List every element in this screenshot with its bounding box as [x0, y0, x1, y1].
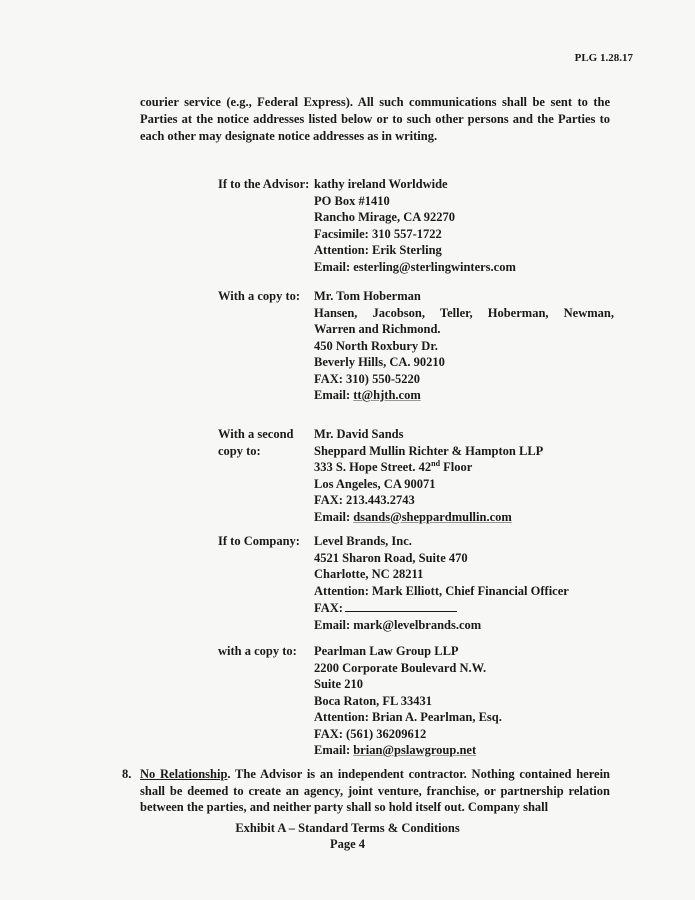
address-line: kathy ireland Worldwide [314, 177, 448, 191]
address-line: Level Brands, Inc. [314, 534, 412, 548]
email-link[interactable]: dsands@sheppardmullin.com [353, 509, 512, 524]
notice-address [314, 426, 614, 525]
address-line: Charlotte, NC 28211 [314, 567, 424, 581]
section-number: 8. [122, 767, 132, 781]
footer-page-number: Page 4 [329, 837, 366, 851]
section-8 [122, 766, 610, 816]
email-line: Email: esterling@sterlingwinters.com [314, 259, 516, 274]
email-line [314, 509, 614, 526]
email-prefix: Email: [314, 509, 354, 524]
notice-copy-1 [218, 288, 618, 403]
document-code: PLG 1.28.17 [574, 52, 633, 64]
address-line: Rancho Mirage, CA 92270 [314, 210, 455, 224]
address-line: Hansen, Jacobson, Teller, Hoberman, Newman, [314, 305, 614, 320]
address-line: Mr. David Sands [314, 427, 404, 441]
email-link[interactable]: brian@pslawgroup.net [353, 743, 477, 757]
email-line: Email: mark@levelbrands.com [314, 617, 482, 632]
notice-address [314, 176, 614, 275]
address-line: Boca Raton, FL 33431 [314, 693, 433, 708]
email-link[interactable]: tt@hjth.com [353, 388, 421, 402]
notice-label: If to Company: [218, 534, 300, 548]
address-line: Mr. Tom Hoberman [314, 289, 421, 303]
footer-exhibit-title: Exhibit A – Standard Terms & Conditions [235, 821, 460, 835]
address-line: Attention: Mark Elliott, Chief Financial Officer [314, 583, 569, 598]
address-line: Attention: Brian A. Pearlman, Esq. [314, 710, 502, 724]
email-prefix: Email: [314, 743, 354, 757]
address-line: 2200 Corporate Boulevard N.W. [314, 660, 487, 675]
fax-line [314, 599, 614, 617]
address-line: Sheppard Mullin Richter & Hampton LLP [314, 443, 544, 458]
section-heading: No Relationship [140, 767, 228, 781]
address-part: 333 S. Hope Street. 42 [314, 460, 432, 474]
notice-label: With a copy to: [218, 289, 301, 303]
section-body [140, 766, 610, 816]
address-part: Floor [440, 460, 473, 474]
email-prefix: Email: [314, 388, 354, 402]
email-line [314, 387, 614, 404]
address-line: Attention: Erik Sterling [314, 243, 442, 257]
notice-company-copy [218, 643, 618, 758]
section-text: . The Advisor is an independent contractor. Nothing contained herein shall be deemed to create an agency, joint venture, franchise, or partnership relation between the parties, and neither party shall so hold itself out. Company shall [140, 767, 610, 814]
address-line [314, 459, 614, 476]
address-line: FAX: 310) 550-5220 [314, 371, 420, 386]
address-line: 4521 Sharon Road, Suite 470 [314, 550, 468, 565]
address-line: FAX: 213.443.2743 [314, 493, 415, 507]
notice-label: If to the Advisor: [218, 177, 310, 191]
notice-advisor [218, 176, 618, 276]
notice-label: with a copy to: [218, 644, 297, 658]
address-line: Los Angeles, CA 90071 [314, 476, 436, 491]
notice-address [314, 288, 614, 404]
page-footer [0, 820, 695, 852]
notice-company [218, 533, 618, 632]
notice-address [314, 533, 614, 633]
fax-blank [345, 599, 457, 612]
address-line: Warren and Richmond. [314, 322, 441, 336]
fax-label: FAX: [314, 601, 343, 615]
address-line: PO Box #1410 [314, 193, 390, 208]
address-line: Pearlman Law Group LLP [314, 644, 459, 658]
notice-copy-2 [218, 426, 618, 524]
address-line: 450 North Roxbury Dr. [314, 338, 438, 353]
address-line: FAX: (561) 36209612 [314, 726, 427, 741]
address-line: Beverly Hills, CA. 90210 [314, 355, 445, 369]
address-line: Suite 210 [314, 677, 363, 691]
notice-label: With a second copy to: [218, 427, 294, 458]
ordinal-suffix: nd [431, 458, 441, 468]
address-line: Facsimile: 310 557-1722 [314, 226, 442, 241]
email-line [314, 742, 614, 759]
notice-address [314, 643, 614, 759]
intro-paragraph: courier service (e.g., Federal Express). All such communications shall be sent to the Parties at the notice addresses listed below or to such other persons and the Parties to each other may designate notice addresses as in writing. [140, 95, 610, 143]
